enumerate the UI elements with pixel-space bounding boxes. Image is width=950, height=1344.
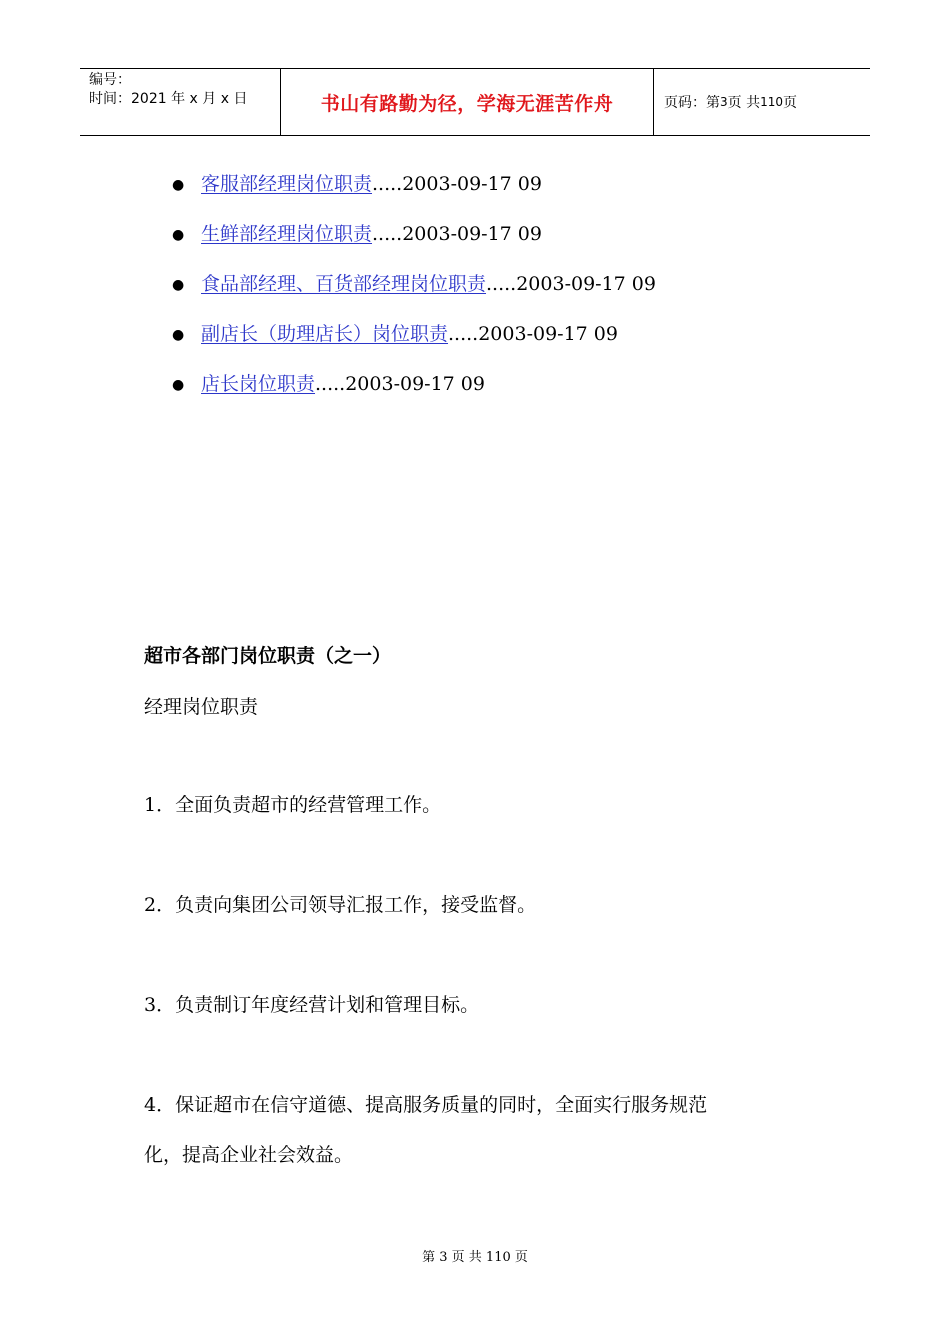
duty-item-continuation: 化，提高企业社会效益。: [144, 1144, 354, 1166]
bullet-icon: ●: [172, 227, 185, 243]
toc-link[interactable]: 客服部经理岗位职责: [201, 173, 373, 195]
toc-link[interactable]: 副店长（助理店长）岗位职责: [201, 323, 449, 345]
page-mid: 页 共: [727, 95, 761, 111]
page-total: 110: [760, 95, 783, 109]
list-item: [166, 218, 656, 268]
code-label: 编号：: [89, 72, 131, 88]
toc-date: .....2003-09-17 09: [448, 323, 618, 345]
time-label: 时间：2021 年 x 月 x 日: [89, 91, 248, 107]
bullet-icon: ●: [172, 177, 185, 193]
toc-link[interactable]: 食品部经理、百货部经理岗位职责: [201, 273, 487, 295]
duty-item: 1．全面负责超市的经营管理工作。: [144, 794, 442, 816]
header-page-cell: [654, 69, 870, 135]
toc-link[interactable]: 店长岗位职责: [201, 373, 316, 395]
page-footer: 第 3 页 共 110 页: [422, 1250, 528, 1265]
duty-item: 3．负责制订年度经营计划和管理目标。: [144, 994, 480, 1016]
subtitle: 经理岗位职责: [144, 696, 259, 718]
toc-date: .....2003-09-17 09: [372, 173, 542, 195]
list-item: [166, 268, 656, 318]
duty-item: 2．负责向集团公司领导汇报工作，接受监督。: [144, 894, 537, 916]
page-prefix: 页码：第: [664, 95, 720, 111]
header-motto-cell: [281, 69, 654, 135]
bullet-icon: ●: [172, 377, 185, 393]
toc-date: .....2003-09-17 09: [372, 223, 542, 245]
list-item: [166, 168, 656, 218]
page-suffix: 页: [783, 95, 797, 111]
bullet-icon: ●: [172, 327, 185, 343]
bullet-icon: ●: [172, 277, 185, 293]
section-title: 超市各部门岗位职责（之一）: [144, 645, 392, 667]
toc-date: .....2003-09-17 09: [486, 273, 656, 295]
page-current: 3: [720, 95, 728, 109]
motto-text: 书山有路勤为径，学海无涯苦作舟: [320, 92, 614, 115]
toc-date: .....2003-09-17 09: [315, 373, 485, 395]
document-header: [80, 68, 870, 136]
toc-link[interactable]: 生鲜部经理岗位职责: [201, 223, 373, 245]
toc-list: [166, 168, 656, 418]
duty-item: 4．保证超市在信守道德、提高服务质量的同时，全面实行服务规范: [144, 1094, 708, 1116]
list-item: [166, 318, 656, 368]
list-item: [166, 368, 656, 418]
header-meta-cell: [80, 69, 281, 135]
